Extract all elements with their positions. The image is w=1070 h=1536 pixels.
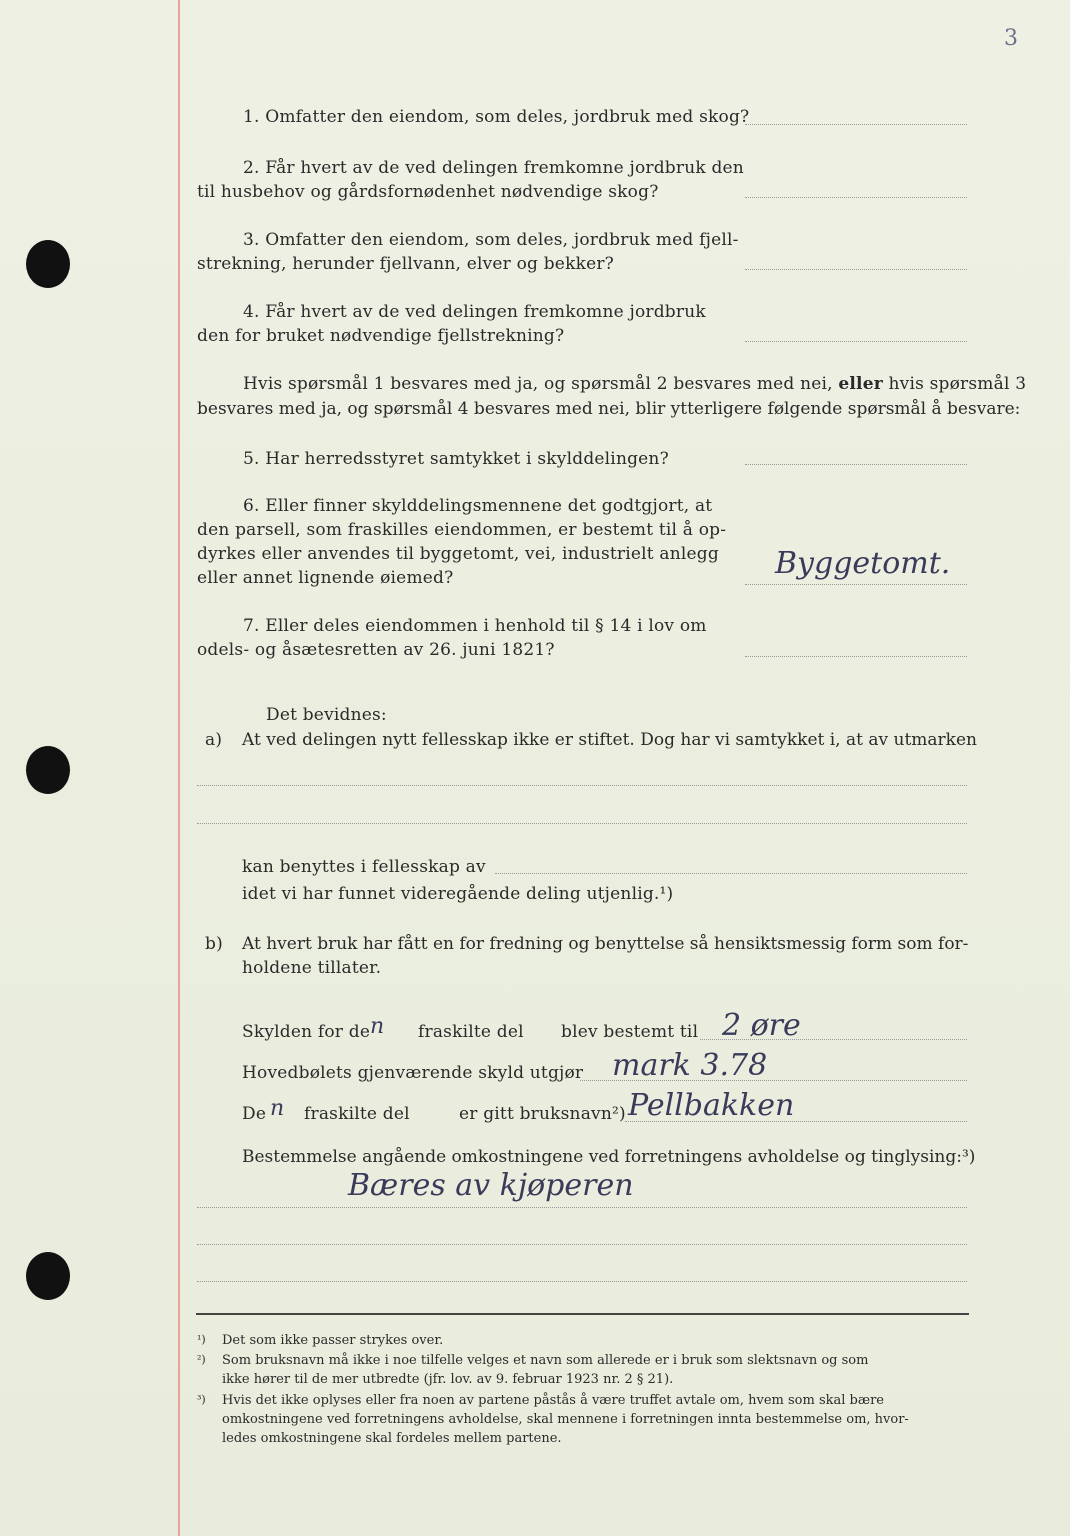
question-5: 5. Har herredsstyret samtykket i skylddelingen?: [243, 449, 669, 469]
skyld-label: Skylden for de: [242, 1022, 371, 1042]
question-6-line-2: den parsell, som fraskilles eiendommen, er bestemt til å op-: [197, 520, 727, 540]
question-3-line-1: 3. Omfatter den eiendom, som deles, jordbruk med fjell-: [243, 230, 739, 250]
question-2-line-1: 2. Får hvert av de ved delingen fremkomne jordbruk den: [243, 158, 744, 178]
best-label: Bestemmelse angående omkostningene ved forretningens avholdelse og tinglysing:³): [242, 1147, 976, 1167]
footnote-1: Det som ikke passer strykes over.: [222, 1333, 444, 1348]
attest-heading: Det bevidnes:: [266, 705, 387, 725]
blank-line: [197, 785, 967, 786]
punch-hole: [26, 746, 70, 794]
instruction-line-1: Hvis spørsmål 1 besvares med ja, og spørsmål 2 besvares med nei, eller hvis spørsmål 3: [243, 374, 1027, 394]
question-7-line-2: odels- og åsætesretten av 26. juni 1821?: [197, 640, 555, 660]
answer-line-6: [745, 584, 967, 585]
attest-b-label: b): [205, 934, 223, 954]
blank-line: [197, 1207, 967, 1208]
attest-b-line-1: At hvert bruk har fått en for fredning og benyttelse så hensiktsmessig form som for-: [242, 934, 969, 954]
blank-line: [197, 1244, 967, 1245]
footnote-mark-1: ¹): [197, 1333, 206, 1346]
attest-a-label: a): [205, 730, 223, 750]
attest-a-reason: idet vi har funnet videregående deling utjenlig.¹): [242, 884, 674, 904]
skyld-post: blev bestemt til: [561, 1022, 699, 1042]
question-6-line-4: eller annet lignende øiemed?: [197, 568, 454, 588]
footnote-rule: [196, 1313, 969, 1315]
footnote-3-line-2: omkostningene ved forretningens avholdelse, skal mennene i forretningen innta bestemmelse om, hvor-: [222, 1412, 909, 1427]
blank-line: [495, 873, 967, 874]
answer-line-3: [745, 269, 967, 270]
margin-line: [178, 0, 180, 1536]
instruction-line-2: besvares med ja, og spørsmål 4 besvares med nei, blir ytterligere følgende spørsmål å besvare:: [197, 399, 1021, 419]
hoved-value: mark 3.78: [612, 1048, 768, 1083]
answer-line-1: [745, 124, 967, 125]
punch-hole: [26, 240, 70, 288]
skyld-value-line: [700, 1039, 967, 1040]
skyld-value: 2 øre: [722, 1008, 801, 1043]
question-3-line-2: strekning, herunder fjellvann, elver og bekker?: [197, 254, 614, 274]
question-2-line-2: til husbehov og gårdsfornødenhet nødvendige skog?: [197, 182, 659, 202]
blank-line: [197, 1281, 967, 1282]
best-value: Bæres av kjøperen: [348, 1168, 634, 1203]
footnote-mark-2: ²): [197, 1353, 206, 1366]
skyld-handwritten-suffix: n: [370, 1014, 385, 1039]
question-4-line-1: 4. Får hvert av de ved delingen fremkomne jordbruk: [243, 302, 706, 322]
page-number: 3: [1004, 26, 1018, 51]
footnote-3-line-1: Hvis det ikke oplyses eller fra noen av partene påstås å være truffet avtale om, hvem som skal bære: [222, 1393, 884, 1408]
hoved-label: Hovedbølets gjenværende skyld utgjør: [242, 1063, 584, 1083]
attest-a-use: kan benyttes i fellesskap av: [242, 857, 486, 877]
answer-line-2: [745, 197, 967, 198]
footnote-3-line-3: ledes omkostningene skal fordeles mellem partene.: [222, 1431, 562, 1446]
bruk-label: De: [242, 1104, 267, 1124]
bruk-mid: fraskilte del: [304, 1104, 410, 1124]
question-6-line-1: 6. Eller finner skylddelingsmennene det godtgjort, at: [243, 496, 713, 516]
question-1: 1. Omfatter den eiendom, som deles, jordbruk med skog?: [243, 107, 750, 127]
answer-line-4: [745, 341, 967, 342]
attest-a-text: At ved delingen nytt fellesskap ikke er stiftet. Dog har vi samtykket i, at av utmarken: [242, 730, 977, 750]
question-6-line-3: dyrkes eller anvendes til byggetomt, vei, industrielt anlegg: [197, 544, 719, 564]
punch-hole: [26, 1252, 70, 1300]
handwritten-answer-6: Byggetomt.: [775, 546, 951, 581]
answer-line-5: [745, 464, 967, 465]
footnote-mark-3: ³): [197, 1393, 206, 1406]
blank-line: [197, 823, 967, 824]
bruk-value: Pellbakken: [628, 1088, 795, 1123]
bruk-post: er gitt bruksnavn²): [459, 1104, 626, 1124]
skyld-mid: fraskilte del: [418, 1022, 524, 1042]
question-7-line-1: 7. Eller deles eiendommen i henhold til § 14 i lov om: [243, 616, 707, 636]
attest-b-line-2: holdene tillater.: [242, 958, 382, 978]
bruk-handwritten-suffix: n: [270, 1096, 285, 1121]
answer-line-7: [745, 656, 967, 657]
footnote-2-line-1: Som bruksnavn må ikke i noe tilfelle velges et navn som allerede er i bruk som slektsnavn og som: [222, 1353, 869, 1368]
footnote-2-line-2: ikke hører til de mer utbredte (jfr. lov. av 9. februar 1923 nr. 2 § 21).: [222, 1372, 674, 1387]
question-4-line-2: den for bruket nødvendige fjellstrekning?: [197, 326, 565, 346]
